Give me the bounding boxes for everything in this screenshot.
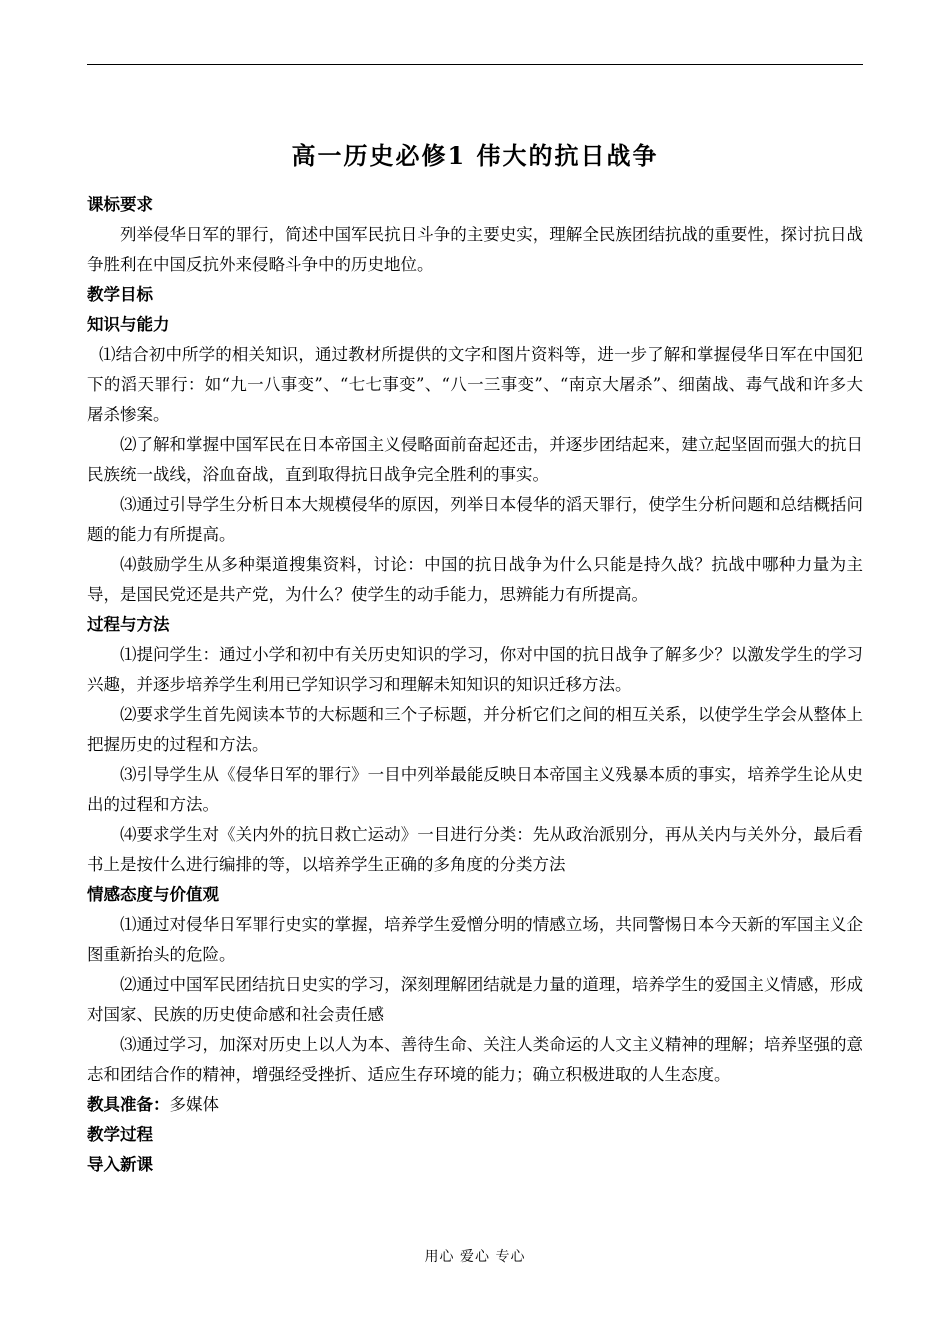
- section-heading-knowledge: 知识与能力: [87, 315, 170, 334]
- section-heading-intro: 导入新课: [87, 1155, 153, 1174]
- values-item-3: ⑶通过学习，加深对历史上以人为本、善待生命、关注人类命运的人文主义精神的理解；培养坚强的意志和团结合作的精神，增强经受挫折、适应生存环境的能力；确立积极进取的人生态度。: [87, 1035, 863, 1084]
- section-heading-goals: 教学目标: [87, 285, 153, 304]
- section-heading-teaching-process: 教学过程: [87, 1125, 153, 1144]
- document-body: [87, 190, 863, 1180]
- values-item-2: ⑵通过中国军民团结抗日史实的学习，深刻理解团结就是力量的道理，培养学生的爱国主义情感，形成对国家、民族的历史使命感和社会责任感: [87, 975, 863, 1024]
- curriculum-paragraph: 列举侵华日军的罪行，简述中国军民抗日斗争的主要史实，理解全民族团结抗战的重要性，探讨抗日战争胜利在中国反抗外来侵略斗争中的历史地位。: [87, 225, 863, 274]
- section-heading-process: 过程与方法: [87, 615, 170, 634]
- tools-value: 多媒体: [169, 1095, 219, 1114]
- document-title: 高一历史必修1 伟大的抗日战争: [291, 141, 659, 170]
- knowledge-item-4: ⑷鼓励学生从多种渠道搜集资料，讨论：中国的抗日战争为什么只能是持久战？抗战中哪种力量为主导，是国民党还是共产党，为什么？使学生的动手能力，思辨能力有所提高。: [87, 555, 863, 604]
- process-item-2: ⑵要求学生首先阅读本节的大标题和三个子标题，并分析它们之间的相互关系，以使学生学会从整体上把握历史的过程和方法。: [87, 705, 863, 754]
- process-item-3: ⑶引导学生从《侵华日军的罪行》一目中列举最能反映日本帝国主义残暴本质的事实，培养学生论从史出的过程和方法。: [87, 765, 863, 814]
- tools-label: 教具准备：: [87, 1095, 170, 1114]
- process-item-1: ⑴提问学生：通过小学和初中有关历史知识的学习，你对中国的抗日战争了解多少？以激发学生的学习兴趣，并逐步培养学生利用已学知识学习和理解未知知识的知识迁移方法。: [87, 645, 863, 694]
- section-heading-curriculum: 课标要求: [87, 195, 153, 214]
- values-item-1: ⑴通过对侵华日军罪行史实的掌握，培养学生爱憎分明的情感立场，共同警惕日本今天新的军国主义企图重新抬头的危险。: [87, 915, 863, 964]
- knowledge-item-1: ⑴结合初中所学的相关知识，通过教材所提供的文字和图片资料等，进一步了解和掌握侵华日军在中国犯下的滔天罪行：如“九一八事变”、“七七事变”、“八一三事变”、“南京大屠杀”、细菌战、毒气战和许多大屠杀惨案。: [87, 345, 863, 424]
- header-rule: [87, 64, 863, 65]
- knowledge-item-2: ⑵了解和掌握中国军民在日本帝国主义侵略面前奋起还击，并逐步团结起来，建立起坚固而强大的抗日民族统一战线，浴血奋战，直到取得抗日战争完全胜利的事实。: [87, 435, 863, 484]
- knowledge-item-3: ⑶通过引导学生分析日本大规模侵华的原因，列举日本侵华的滔天罪行，使学生分析问题和总结概括问题的能力有所提高。: [87, 495, 863, 544]
- page-footer: 用心 爱心 专心: [424, 1249, 526, 1265]
- section-heading-values: 情感态度与价值观: [87, 885, 219, 904]
- process-item-4: ⑷要求学生对《关内外的抗日救亡运动》一目进行分类：先从政治派别分，再从关内与关外分，最后看书上是按什么进行编排的等，以培养学生正确的多角度的分类方法: [87, 825, 863, 874]
- tools-line: [87, 1090, 863, 1120]
